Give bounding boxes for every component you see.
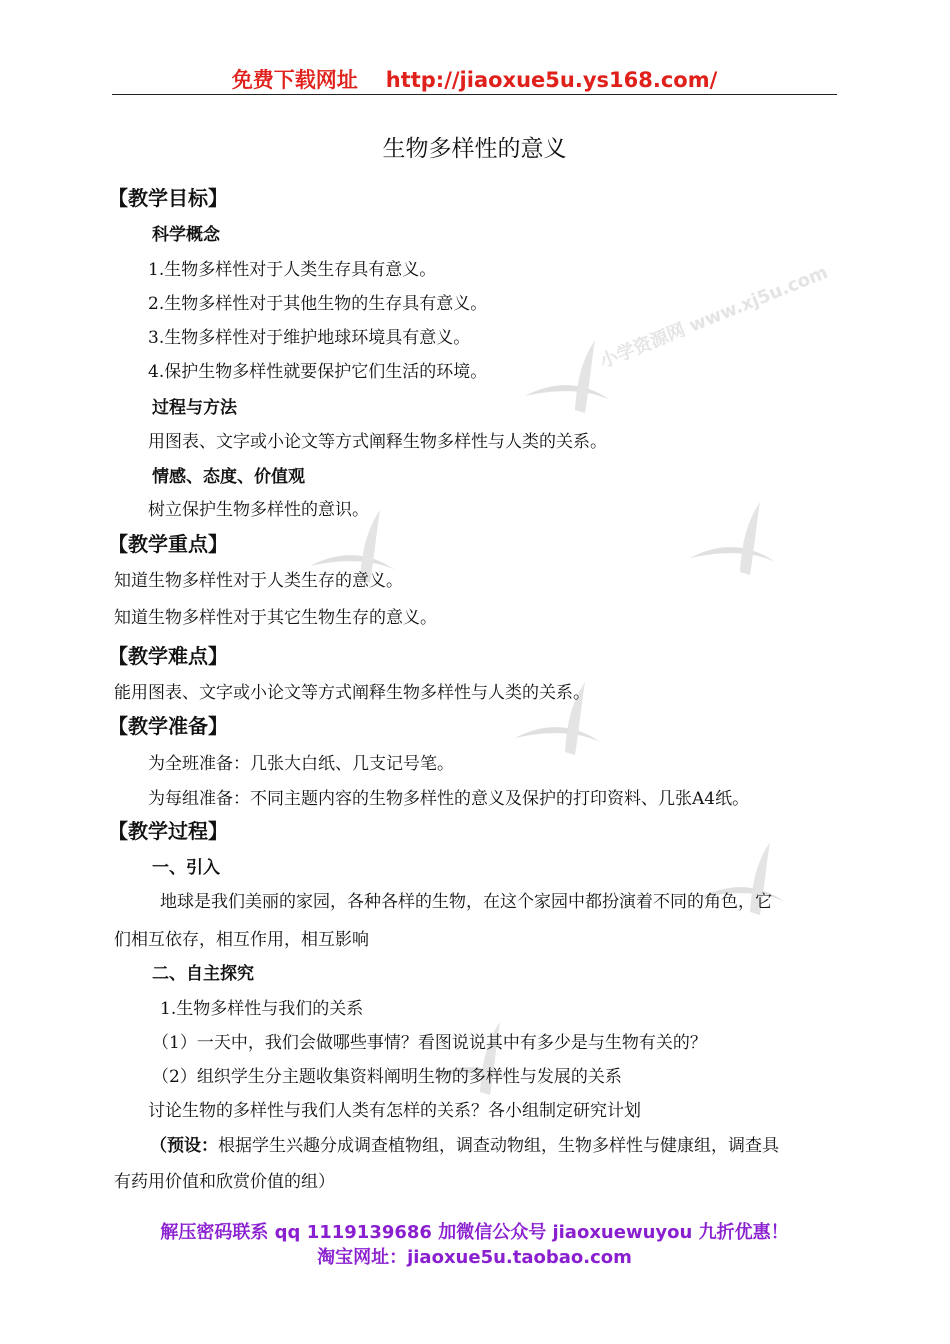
paragraph: 知道生物多样性对于其它生物生存的意义。 bbox=[114, 608, 437, 628]
header-url-link[interactable]: http://jiaoxue5u.ys168.com/ bbox=[385, 68, 718, 92]
list-item: 2.生物多样性对于其他生物的生存具有意义。 bbox=[148, 294, 488, 314]
paragraph: 讨论生物的多样性与我们人类有怎样的关系？各小组制定研究计划 bbox=[148, 1101, 641, 1121]
subheading-attitude: 情感、态度、价值观 bbox=[152, 467, 305, 487]
page-title: 生物多样性的意义 bbox=[382, 136, 567, 162]
list-item: （2）组织学生分主题收集资料阐明生物的多样性与发展的关系 bbox=[152, 1067, 622, 1087]
section-heading-process: 【教学过程】 bbox=[108, 819, 228, 843]
page-header bbox=[112, 64, 837, 94]
watermark-logo bbox=[515, 261, 831, 428]
section-heading-difficulty: 【教学难点】 bbox=[108, 644, 228, 668]
watermark-logo bbox=[420, 1000, 610, 1110]
section-heading-prep: 【教学准备】 bbox=[108, 714, 228, 738]
section-heading-key: 【教学重点】 bbox=[108, 532, 228, 556]
list-item: 1.生物多样性对于人类生存具有意义。 bbox=[148, 260, 437, 280]
subheading-process: 过程与方法 bbox=[152, 398, 237, 418]
header-divider bbox=[112, 94, 837, 95]
watermark-logo bbox=[505, 660, 695, 770]
paragraph: 知道生物多样性对于人类生存的意义。 bbox=[114, 571, 403, 591]
paragraph bbox=[150, 1131, 779, 1156]
footer-shop-link[interactable]: 淘宝网址：jiaoxue5u.taobao.com bbox=[317, 1247, 632, 1268]
subheading-concept: 科学概念 bbox=[152, 225, 220, 245]
paragraph: 用图表、文字或小论文等方式阐释生物多样性与人类的关系。 bbox=[148, 432, 607, 452]
paragraph: 树立保护生物多样性的意识。 bbox=[148, 500, 369, 520]
paragraph: 为每组准备：不同主题内容的生物多样性的意义及保护的打印资料、几张A4纸。 bbox=[148, 789, 750, 809]
paragraph: 为全班准备：几张大白纸、几支记号笔。 bbox=[148, 754, 454, 774]
step-title: 二、自主探究 bbox=[152, 964, 254, 984]
header-label: 免费下载网址 bbox=[231, 68, 358, 92]
paragraph: 能用图表、文字或小论文等方式阐释生物多样性与人类的关系。 bbox=[114, 683, 590, 703]
paragraph: 地球是我们美丽的家园，各种各样的生物，在这个家园中都扮演着不同的角色，它 bbox=[160, 892, 772, 912]
list-item: 4.保护生物多样性就要保护它们生活的环境。 bbox=[148, 362, 488, 382]
paragraph: 们相互依存，相互作用，相互影响 bbox=[114, 930, 369, 950]
watermark-logo bbox=[690, 820, 880, 930]
step-title: 一、引入 bbox=[152, 858, 220, 878]
list-item: 1.生物多样性与我们的关系 bbox=[160, 999, 364, 1019]
svg-text:小学资源网 www.xj5u.com: 小学资源网 www.xj5u.com bbox=[597, 261, 831, 373]
paragraph: 有药用价值和欣赏价值的组） bbox=[114, 1172, 335, 1192]
preset-text: 根据学生兴趣分成调查植物组，调查动物组，生物多样性与健康组，调查具 bbox=[218, 1136, 779, 1156]
footer-contact: 解压密码联系 qq 1119139686 加微信公众号 jiaoxuewuyou 九折优惠！ bbox=[160, 1222, 789, 1243]
section-heading-goals: 【教学目标】 bbox=[108, 186, 228, 210]
list-item: 3.生物多样性对于维护地球环境具有意义。 bbox=[148, 328, 471, 348]
list-item: （1）一天中，我们会做哪些事情？看图说说其中有多少是与生物有关的？ bbox=[152, 1033, 707, 1053]
watermark-logo bbox=[680, 480, 870, 590]
preset-label: （预设： bbox=[150, 1136, 218, 1156]
